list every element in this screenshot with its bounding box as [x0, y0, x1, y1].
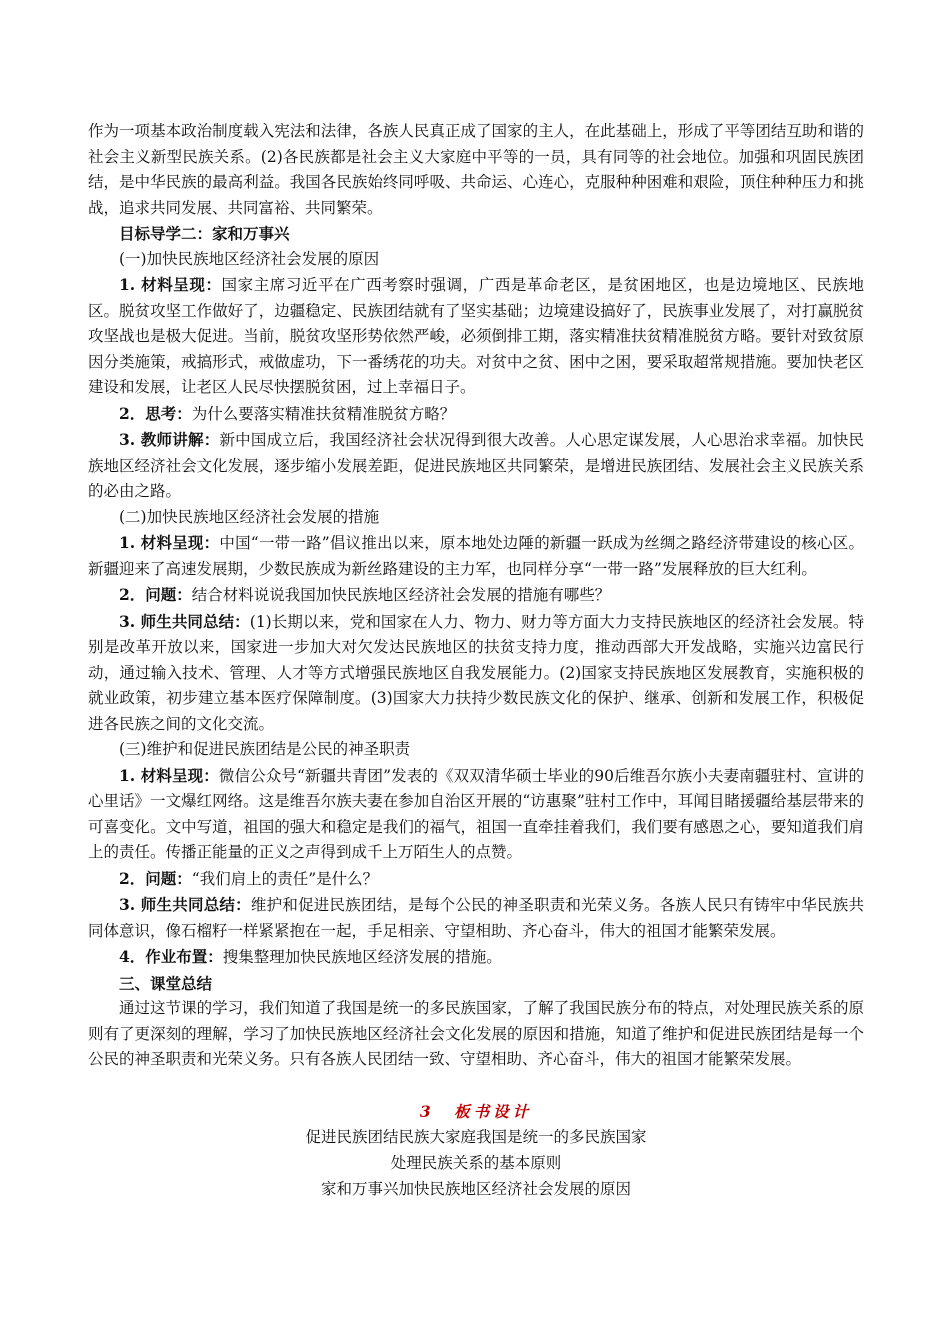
s2-item2-text: 结合材料说说我国加快民族地区经济社会发展的措施有哪些？	[191, 586, 611, 604]
s1-item1	[88, 272, 864, 401]
s3-item3	[88, 892, 864, 944]
s2-item1	[88, 530, 864, 582]
board-line: 家和万事兴加快民族地区经济社会发展的原因	[320, 1180, 631, 1198]
summary-heading: 三、课堂总结	[119, 973, 213, 993]
s1-item3-label: 3. 教师讲解：	[119, 430, 220, 449]
s3-item3-text: 维护和促进民族团结，是每个公民的神圣职责和光荣义务。各族人民只有铸牢中华民族共同体意识，像石榴籽一样紧紧抱在一起，手足相亲、守望相助、齐心奋斗，伟大的祖国才能繁荣发展。	[88, 896, 864, 940]
s3-item2-text: “我们肩上的责任”是什么？	[191, 869, 379, 888]
s1-item2-text: 为什么要落实精准扶贫精准脱贫方略？	[191, 404, 456, 423]
s2-item1-text: 中国“一带一路”倡议推出以来，原本地处边陲的新疆一跃成为丝绸之路经济带建设的核心区。新疆迎来了高速发展期，少数民族成为新丝路建设的主力军，也同样分享“一带一路”发展释放的巨大红利。	[88, 534, 865, 578]
board-design-heading: 3 板书设计	[419, 1101, 533, 1121]
section1-heading: (一)加快民族地区经济社会发展的原因	[119, 249, 380, 268]
section3-heading: (三)维护和促进民族团结是公民的神圣职责	[119, 740, 411, 758]
summary-paragraph: 通过这节课的学习，我们知道了我国是统一的多民族国家，了解了我国民族分布的特点，对处理民族关系的原则有了更深刻的理解，学习了加快民族地区经济社会文化发展的原因和措施，知道了维护和促进民族团结是每一个公民的神圣职责和光荣义务。只有各族人民团结一致、守望相助、齐心奋斗，伟大的祖国才能繁荣发展。	[88, 999, 864, 1068]
s1-item1-label: 1. 材料呈现：	[119, 275, 222, 294]
s1-item3-text: 新中国成立后，我国经济社会状况得到很大改善。人心思定谋发展，人心思治求幸福。加快民族地区经济社会文化发展，逐步缩小发展差距，促进民族地区共同繁荣，是增进民族团结、发展社会主义民族关系的必由之路。	[88, 431, 864, 500]
s3-item3-label: 3. 师生共同总结：	[119, 895, 251, 914]
s3-item2	[88, 866, 864, 893]
s1-item2	[88, 401, 864, 428]
s3-item1-label: 1. 材料呈现：	[119, 765, 219, 785]
board-design	[88, 1124, 864, 1202]
s2-item1-label: 1. 材料呈现：	[119, 533, 220, 552]
s1-item2-label: 2．思考：	[119, 403, 192, 423]
homework-label: 4．作业布置：	[119, 947, 223, 966]
section2-heading: (二)加快民族地区经济社会发展的措施	[119, 507, 380, 526]
goal2-heading: 目标导学二：家和万事兴	[119, 224, 290, 243]
s2-item3	[88, 609, 864, 738]
s3-item1-text: 微信公众号“新疆共青团”发表的《双双清华硕士毕业的90后维吾尔族小夫妻南疆驻村、宣讲的心里话》一文爆红网络。这是维吾尔族夫妻在参加自治区开展的“访惠聚”驻村工作中，耳闻目睹援疆给基层带来的可喜变化。文中写道，祖国的强大和稳定是我们的福气，祖国一直牵挂着我们，我们要有感恩之心，要知道我们肩上的责任。传播正能量的正义之声得到成千上万陌生人的点赞。	[88, 766, 865, 861]
s1-item1-text: 国家主席习近平在广西考察时强调，广西是革命老区，是贫困地区，也是边境地区、民族地区。脱贫攻坚工作做好了，边疆稳定、民族团结就有了坚实基础；边境建设搞好了，民族事业发展了，对打赢脱贫攻坚战也是极大促进。当前，脱贫攻坚形势依然严峻，必须倒排工期，落实精准扶贫精准脱贫方略。要针对致贫原因分类施策，戒搞形式，戒做虚功，下一番绣花的功夫。对贫中之贫、困中之困，要采取超常规措施。要加快老区建设和发展，让老区人民尽快摆脱贫困，过上幸福日子。	[88, 276, 865, 396]
homework	[88, 944, 864, 971]
homework-text: 搜集整理加快民族地区经济发展的措施。	[222, 948, 502, 966]
s2-item2-label: 2．问题：	[119, 585, 192, 604]
s1-item3	[88, 427, 864, 505]
s3-item1	[88, 763, 864, 866]
s3-item2-label: 2．问题：	[119, 868, 192, 888]
document-body	[88, 119, 864, 1202]
s2-item3-label: 3. 师生共同总结：	[119, 611, 250, 631]
s2-item2	[88, 582, 864, 609]
s2-item3-text: (1)长期以来，党和国家在人力、物力、财力等方面大力支持民族地区的经济社会发展。特别是改革开放以来，国家进一步加大对欠发达民族地区的扶贫支持力度，推动西部大开发战略，实施兴边富民行动，通过输入技术、管理、人才等方式增强民族地区自我发展能力。(2)国家支持民族地区发展教育，实施积极的就业政策，初步建立基本医疗保障制度。(3)国家大力扶持少数民族文化的保护、继承、创新和发展工作，积极促进各民族之间的文化交流。	[88, 612, 864, 733]
intro-paragraph: 作为一项基本政治制度载入宪法和法律，各族人民真正成了国家的主人，在此基础上，形成了平等团结互助和谐的社会主义新型民族关系。(2)各民族都是社会主义大家庭中平等的一员，具有同等的社会地位。加强和巩固民族团结，是中华民族的最高利益。我国各民族始终同呼吸、共命运、心连心，克服种种困难和艰险，顶住种种压力和挑战，追求共同发展、共同富裕、共同繁荣。	[88, 122, 864, 217]
board-line: 促进民族团结民族大家庭我国是统一的多民族国家	[305, 1128, 647, 1146]
board-line: 处理民族关系的基本原则	[390, 1154, 562, 1172]
